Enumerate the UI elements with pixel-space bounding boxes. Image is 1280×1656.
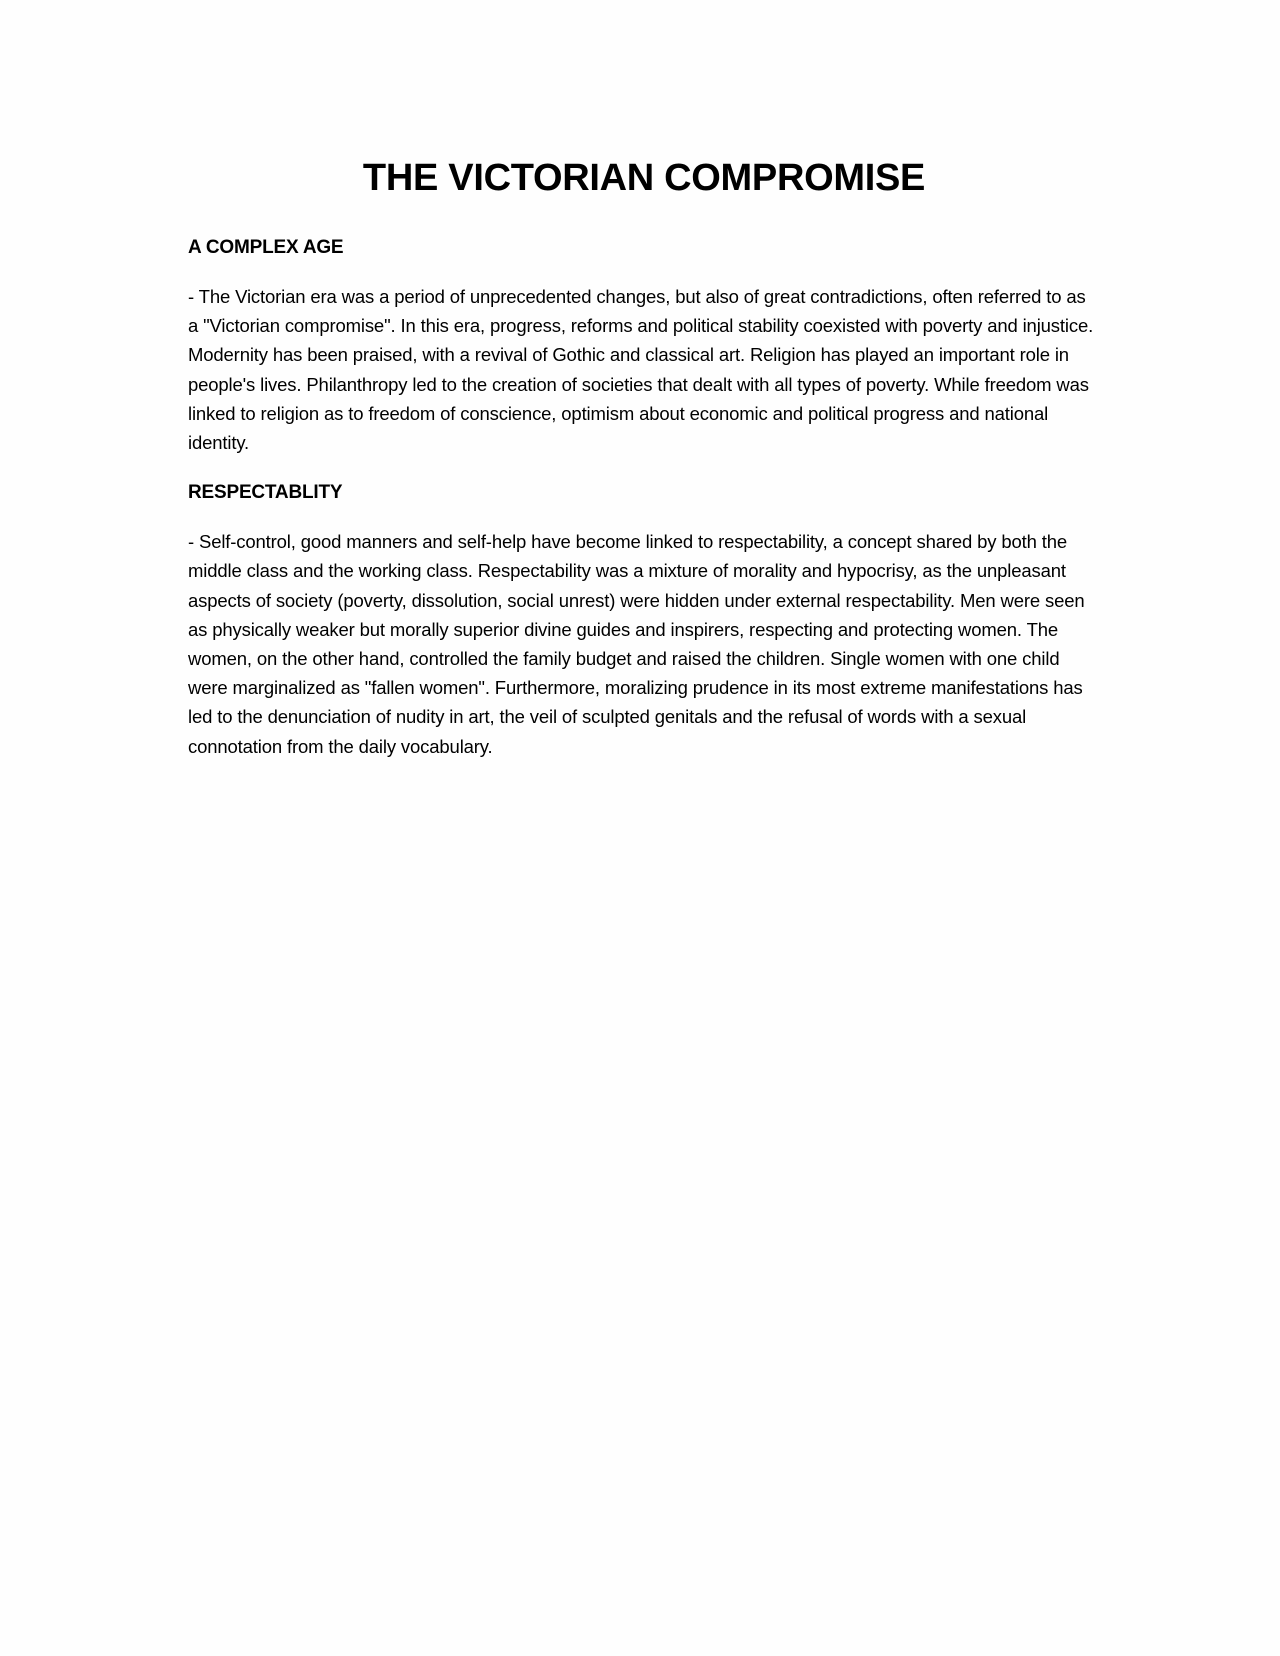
section-heading-respectability: RESPECTABLITY	[188, 482, 343, 504]
section-heading-complex-age: A COMPLEX AGE	[188, 237, 344, 258]
document-title: THE VICTORIAN COMPROMISE	[362, 157, 926, 199]
document-body	[188, 150, 1100, 783]
section-paragraph-complex-age: - The Victorian era was a period of unprecedented changes, but also of great contradictions, often referred to as a "Victorian compromise". In this era, progress, reforms and political stability coexisted with poverty and injustice. Modernity has been praised, with a revival of Gothic and classical art. Religion has played an important role in people's lives. Philanthropy led to the creation of societies that dealt with all types of poverty. While freedom was linked to religion as to freedom of conscience, optimism about economic and political progress and national identity.	[188, 286, 1094, 454]
section-paragraph-respectability: - Self-control, good manners and self-help have become linked to respectability, a concept shared by both the middle class and the working class. Respectability was a mixture of morality and hypocrisy, as the unpleasant aspects of society (poverty, dissolution, social unrest) were hidden under external respectability. Men were seen as physically weaker but morally superior divine guides and inspirers, respecting and protecting women. The women, on the other hand, controlled the family budget and raised the children. Single women with one child were marginalized as "fallen women". Furthermore, moralizing prudence in its most extreme manifestations has led to the denunciation of nudity in art, the veil of sculpted genitals and the refusal of words with a sexual connotation from the daily vocabulary.	[188, 531, 1085, 757]
